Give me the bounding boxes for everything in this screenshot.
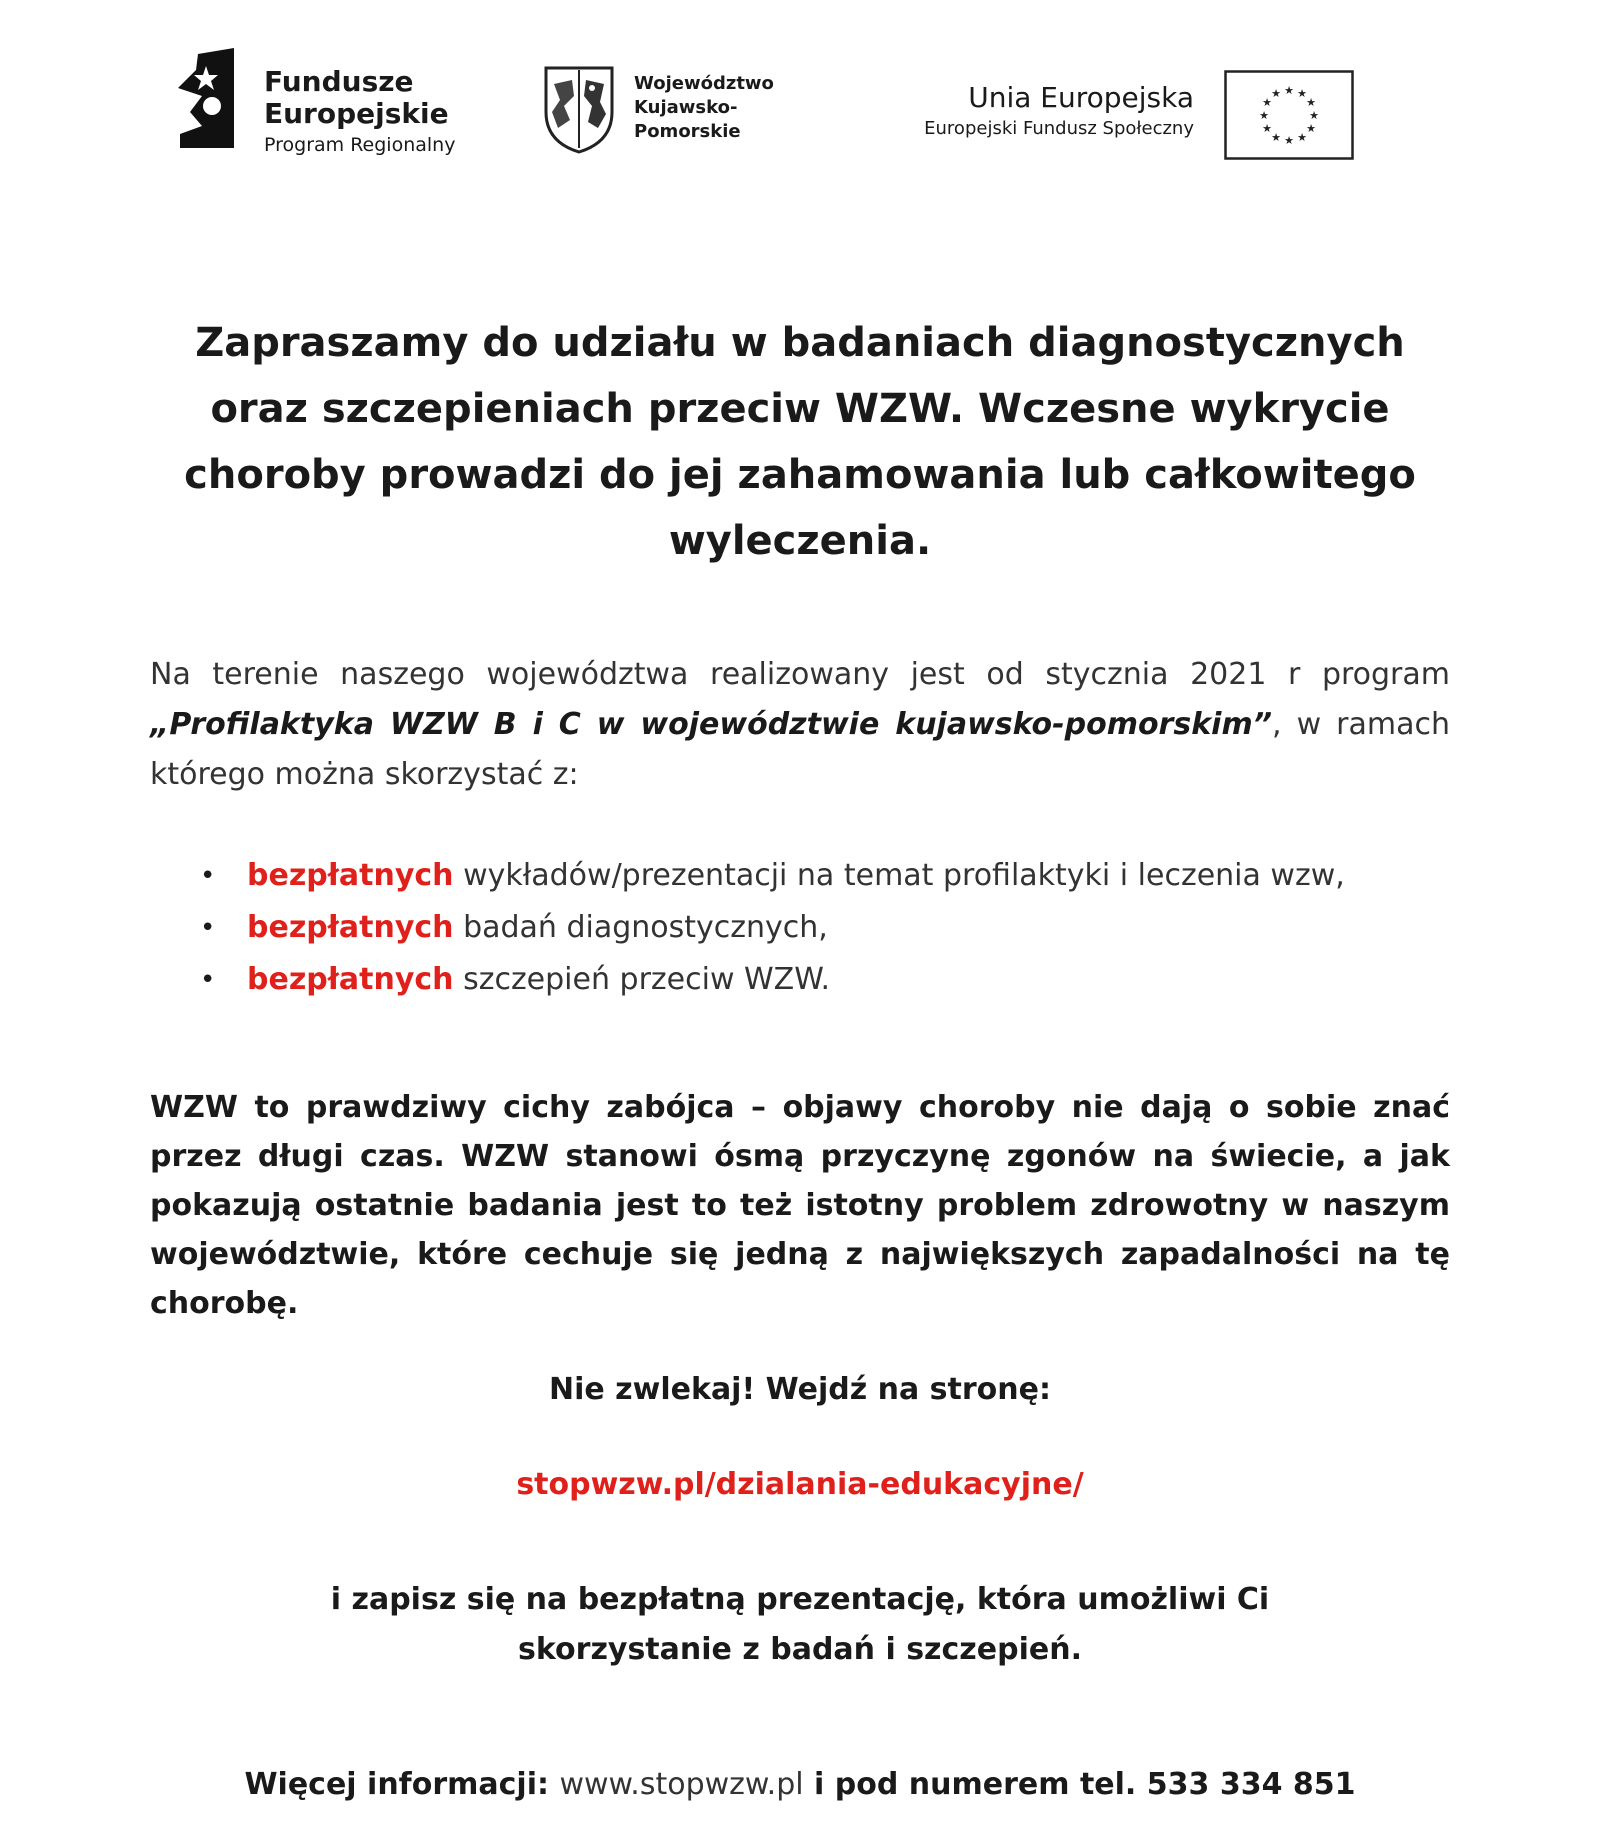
region-line2: Kujawsko-Pomorskie bbox=[634, 97, 741, 142]
svg-text:★: ★ bbox=[1306, 96, 1316, 109]
svg-text:★: ★ bbox=[1271, 87, 1281, 100]
intro-paragraph bbox=[150, 650, 1450, 800]
benefit-text: badań diagnostycznych, bbox=[453, 910, 828, 945]
eu-line2: Europejski Fundusz Społeczny bbox=[924, 118, 1194, 139]
intro-text-before: Na terenie naszego województwa realizowany jest od stycznia 2021 r program bbox=[150, 657, 1450, 692]
svg-text:★: ★ bbox=[1271, 131, 1281, 144]
bullet-icon: • bbox=[200, 913, 216, 943]
list-item bbox=[200, 954, 1440, 1006]
benefits-list bbox=[200, 850, 1440, 1006]
region-coat-of-arms-icon bbox=[542, 62, 616, 154]
benefit-highlight: bezpłatnych bbox=[247, 858, 454, 893]
svg-text:★: ★ bbox=[1306, 122, 1316, 135]
signup-line1: i zapisz się na bezpłatną prezentację, która umożliwi Ci bbox=[330, 1582, 1270, 1617]
svg-text:★: ★ bbox=[1262, 96, 1272, 109]
svg-text:★: ★ bbox=[1262, 122, 1272, 135]
contact-phone: i pod numerem tel. 533 334 851 bbox=[803, 1767, 1356, 1802]
region-line1: Województwo bbox=[634, 73, 774, 94]
benefit-text: wykładów/prezentacji na temat profilaktyki i leczenia wzw, bbox=[453, 858, 1345, 893]
fundusze-europejskie-logo-icon bbox=[176, 48, 238, 148]
bullet-icon: • bbox=[200, 861, 216, 891]
program-name: „Profilaktyka WZW B i C w województwie kujawsko-pomorskim” bbox=[150, 707, 1273, 742]
fe-line3: Program Regionalny bbox=[264, 134, 456, 156]
list-item bbox=[200, 850, 1440, 902]
svg-text:★: ★ bbox=[1297, 87, 1307, 100]
contact-info bbox=[100, 1760, 1500, 1810]
benefit-text: szczepień przeciw WZW. bbox=[453, 962, 830, 997]
list-item bbox=[200, 902, 1440, 954]
call-to-action: Nie zwlekaj! Wejdź na stronę: bbox=[549, 1372, 1051, 1407]
eu-line1: Unia Europejska bbox=[968, 81, 1194, 114]
contact-label: Więcej informacji: bbox=[244, 1767, 560, 1802]
region-logo bbox=[542, 62, 842, 162]
fundusze-europejskie-logo bbox=[176, 48, 476, 168]
svg-text:★: ★ bbox=[1259, 109, 1269, 122]
signup-text bbox=[300, 1575, 1300, 1675]
website-link[interactable]: stopwzw.pl/dzialania-edukacyjne/ bbox=[516, 1467, 1084, 1502]
svg-text:★: ★ bbox=[1297, 131, 1307, 144]
eu-logo bbox=[914, 70, 1354, 170]
fe-line1: Fundusze bbox=[264, 65, 414, 98]
contact-website-link[interactable]: www.stopwzw.pl bbox=[559, 1767, 804, 1802]
headline: Zapraszamy do udziału w badaniach diagnostycznych oraz szczepieniach przeciw WZW. Wczesne wykrycie choroby prowadzi do jej zahamowania lub całkowitego wyleczenia. bbox=[184, 320, 1416, 564]
fe-line2: Europejskie bbox=[264, 97, 449, 130]
benefit-highlight: bezpłatnych bbox=[247, 962, 454, 997]
svg-text:★: ★ bbox=[1284, 84, 1294, 97]
svg-text:★: ★ bbox=[1309, 109, 1319, 122]
svg-text:★: ★ bbox=[1284, 134, 1294, 147]
eu-flag-icon bbox=[1224, 70, 1354, 160]
intro-text-after: , w ramach którego można skorzystać z: bbox=[150, 707, 1450, 792]
signup-line2: skorzystanie z badań i szczepień. bbox=[518, 1632, 1082, 1667]
benefit-highlight: bezpłatnych bbox=[247, 910, 454, 945]
bullet-icon: • bbox=[200, 965, 216, 995]
warning-paragraph: WZW to prawdziwy cichy zabójca – objawy choroby nie dają o sobie znać przez długi czas. WZW stanowi ósmą przyczynę zgonów na świecie, a jak pokazują ostatnie badania jest to też istotny problem zdrowotny w naszym województwie, które cechuje się jedną z największych zapadalności na tę chorobę. bbox=[150, 1090, 1450, 1321]
logo-header bbox=[0, 0, 1600, 200]
